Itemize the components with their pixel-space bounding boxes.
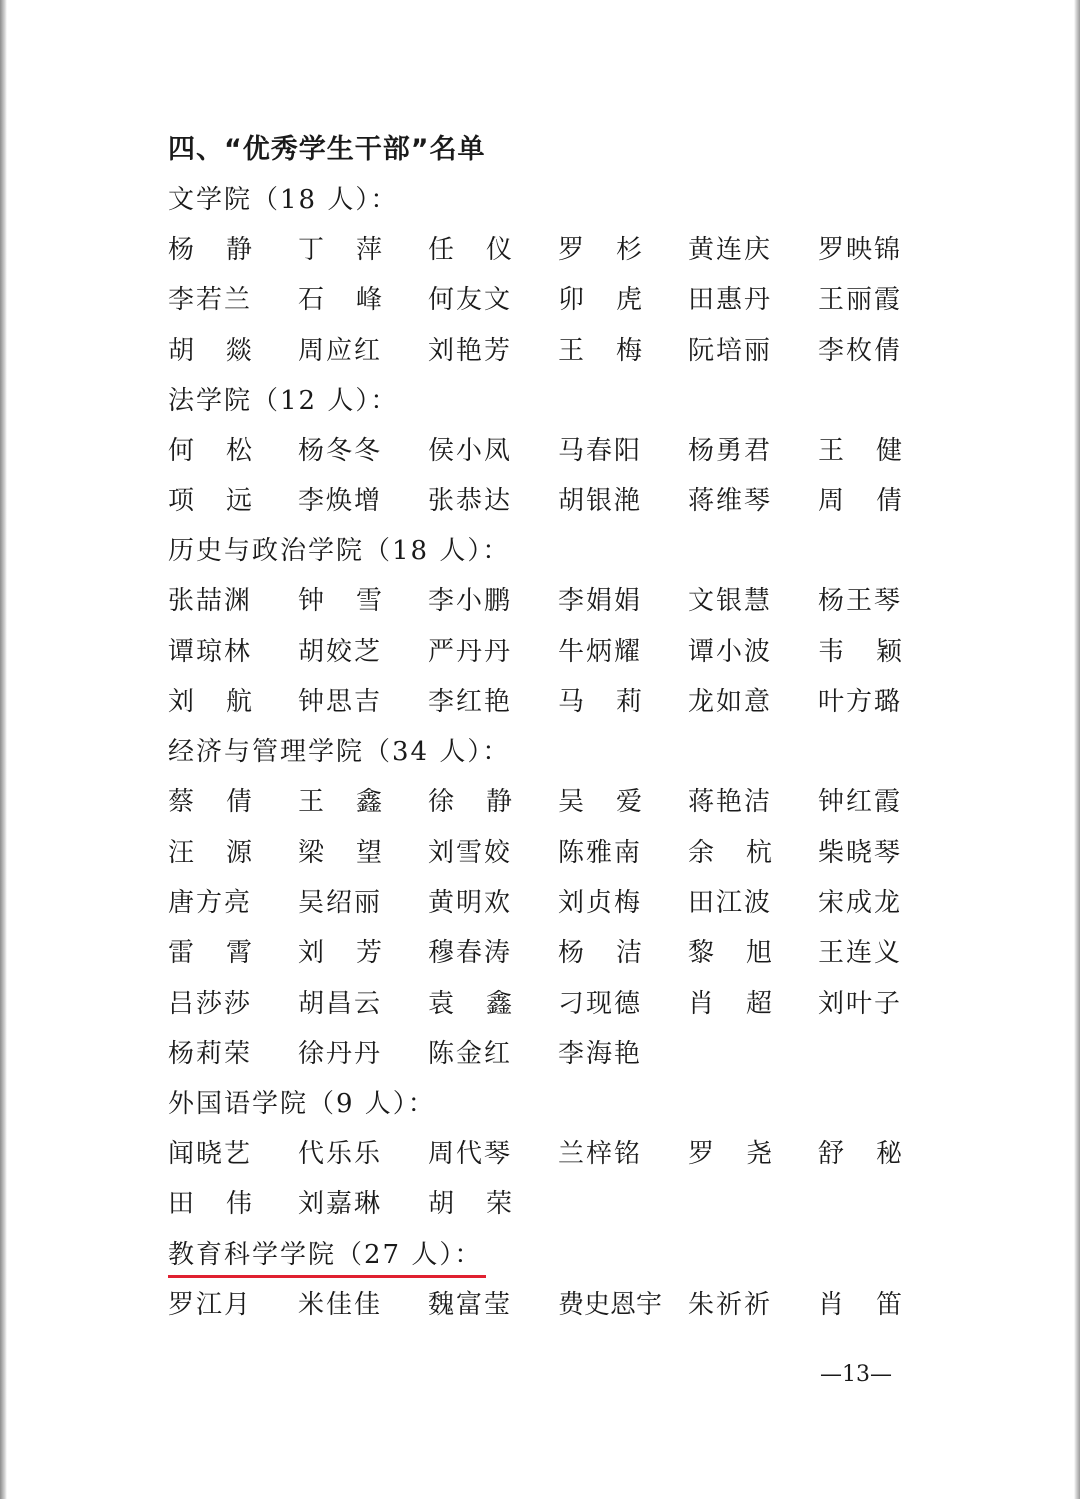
student-name: 李红艳	[428, 687, 513, 718]
student-name: 杨冬冬	[298, 435, 383, 466]
student-name: 何 松	[168, 435, 252, 466]
student-name: 费史恩宇	[558, 1289, 663, 1320]
college-heading-text: 外国语学院（9 人）：	[168, 1089, 436, 1120]
student-name: 罗映锦	[818, 235, 903, 265]
college-section	[168, 526, 928, 727]
college-section	[168, 1230, 928, 1330]
college-section	[168, 727, 928, 1079]
student-name: 兰梓铭	[558, 1139, 643, 1170]
college-section	[168, 1079, 928, 1230]
college-heading-text: 教育科学学院（27 人）：	[168, 1235, 486, 1278]
student-name: 王丽霞	[818, 285, 903, 316]
college-section	[168, 376, 928, 527]
college-heading-text: 文学院（18 人）：	[168, 185, 399, 215]
student-name: 张喆渊	[168, 586, 253, 617]
name-grid	[168, 777, 928, 1079]
student-name: 李若兰	[168, 285, 253, 316]
student-name: 唐方亮	[168, 887, 253, 918]
student-name: 周 倩	[818, 486, 902, 517]
student-name: 肖 超	[688, 988, 772, 1019]
student-name: 李海艳	[558, 1038, 643, 1069]
name-grid	[168, 1129, 928, 1230]
document-page	[168, 125, 928, 1330]
student-name: 徐 静	[428, 787, 512, 818]
student-name: 胡姣芝	[298, 636, 383, 667]
student-name: 何友文	[428, 285, 513, 316]
student-name: 蒋艳洁	[688, 787, 773, 818]
college-heading	[168, 727, 928, 777]
college-heading-text: 法学院（12 人）：	[168, 385, 399, 416]
student-name: 杨王琴	[818, 586, 903, 617]
student-name: 黄明欢	[428, 887, 513, 918]
sections-container	[168, 175, 928, 1330]
student-name: 肖 笛	[818, 1289, 902, 1320]
student-name: 黄连庆	[688, 235, 773, 265]
student-name: 舒 秘	[818, 1139, 902, 1170]
student-name: 刘贞梅	[558, 887, 643, 918]
student-name: 田 伟	[168, 1189, 252, 1220]
student-name: 李娟娟	[558, 586, 643, 617]
student-name: 刘 芳	[298, 938, 382, 969]
student-name: 钟思吉	[298, 687, 383, 718]
student-name: 罗 杉	[558, 235, 642, 265]
student-name: 严丹丹	[428, 636, 513, 667]
student-name: 刘雪姣	[428, 837, 513, 868]
page-edge-left	[0, 0, 7, 1499]
name-grid	[168, 576, 928, 727]
student-name: 陈金红	[428, 1038, 513, 1069]
student-name: 韦 颖	[818, 636, 902, 667]
student-name: 丁 萍	[298, 235, 382, 265]
student-name: 袁 鑫	[428, 988, 512, 1019]
student-name: 陈雅南	[558, 837, 643, 868]
student-name: 谭小波	[688, 636, 773, 667]
student-name: 周应红	[298, 335, 383, 366]
student-name: 梁 望	[298, 837, 382, 868]
student-name: 龙如意	[688, 687, 773, 718]
student-name: 雷 霄	[168, 938, 252, 969]
student-name: 卯 虎	[558, 285, 642, 316]
student-name: 刁现德	[558, 988, 643, 1019]
college-heading	[168, 376, 928, 426]
student-name: 田惠丹	[688, 285, 773, 316]
student-name: 吕莎莎	[168, 988, 253, 1019]
list-title: 四、“优秀学生干部”名单	[168, 134, 486, 165]
college-heading	[168, 1230, 928, 1280]
student-name: 宋成龙	[818, 887, 903, 918]
student-name: 侯小凤	[428, 435, 513, 466]
college-section	[168, 175, 928, 376]
student-name: 杨莉荣	[168, 1038, 253, 1069]
page-number: —13—	[820, 1362, 892, 1387]
student-name: 石 峰	[298, 285, 382, 316]
student-name: 黎 旭	[688, 938, 772, 969]
student-name: 项 远	[168, 486, 252, 517]
college-heading	[168, 1079, 928, 1129]
student-name: 吴 爱	[558, 787, 642, 818]
student-name: 杨 洁	[558, 938, 642, 969]
name-grid	[168, 426, 928, 527]
student-name: 李枚倩	[818, 335, 903, 366]
student-name: 马春阳	[558, 435, 643, 466]
student-name: 闻晓艺	[168, 1139, 253, 1170]
student-name: 钟 雪	[298, 586, 382, 617]
student-name: 周代琴	[428, 1139, 513, 1170]
student-name: 张恭达	[428, 486, 513, 517]
student-name: 刘艳芳	[428, 335, 513, 366]
student-name: 蔡 倩	[168, 787, 252, 818]
student-name: 罗江月	[168, 1289, 253, 1320]
student-name: 罗 尧	[688, 1139, 772, 1170]
student-name: 刘嘉琳	[298, 1189, 383, 1220]
student-name: 田江波	[688, 887, 773, 918]
name-grid	[168, 1280, 928, 1330]
college-heading-text: 历史与政治学院（18 人）：	[168, 536, 511, 567]
student-name: 刘叶子	[818, 988, 903, 1019]
student-name: 徐丹丹	[298, 1038, 383, 1069]
college-heading	[168, 175, 928, 225]
student-name: 马 莉	[558, 687, 642, 718]
student-name: 刘 航	[168, 687, 252, 718]
student-name: 汪 源	[168, 837, 252, 868]
college-heading-text: 经济与管理学院（34 人）：	[168, 737, 511, 768]
student-name: 胡银滟	[558, 486, 643, 517]
student-name: 叶方璐	[818, 687, 903, 718]
student-name: 胡 燚	[168, 335, 252, 366]
student-name: 阮培丽	[688, 335, 773, 366]
student-name: 王连义	[818, 938, 903, 969]
student-name: 任 仪	[428, 235, 512, 265]
student-name: 魏富莹	[428, 1289, 513, 1320]
student-name: 王 梅	[558, 335, 642, 366]
student-name: 谭琼林	[168, 636, 253, 667]
student-name: 王 健	[818, 435, 902, 466]
student-name: 牛炳耀	[558, 636, 643, 667]
student-name: 胡 荣	[428, 1189, 512, 1220]
student-name: 李焕增	[298, 486, 383, 517]
student-name: 穆春涛	[428, 938, 513, 969]
student-name: 吴绍丽	[298, 887, 383, 918]
student-name: 钟红霞	[818, 787, 903, 818]
student-name: 杨勇君	[688, 435, 773, 466]
name-grid	[168, 225, 928, 376]
student-name: 胡昌云	[298, 988, 383, 1019]
college-heading	[168, 526, 928, 576]
student-name: 米佳佳	[298, 1289, 383, 1320]
student-name: 文银慧	[688, 586, 773, 617]
student-name: 朱祈祈	[688, 1289, 773, 1320]
student-name: 柴晓琴	[818, 837, 903, 868]
student-name: 李小鹏	[428, 586, 513, 617]
student-name: 杨 静	[168, 235, 252, 265]
page-edge-right	[1074, 0, 1080, 1499]
student-name: 代乐乐	[298, 1139, 383, 1170]
student-name: 王 鑫	[298, 787, 382, 818]
student-name: 余 杭	[688, 837, 772, 868]
student-name: 蒋维琴	[688, 486, 773, 517]
